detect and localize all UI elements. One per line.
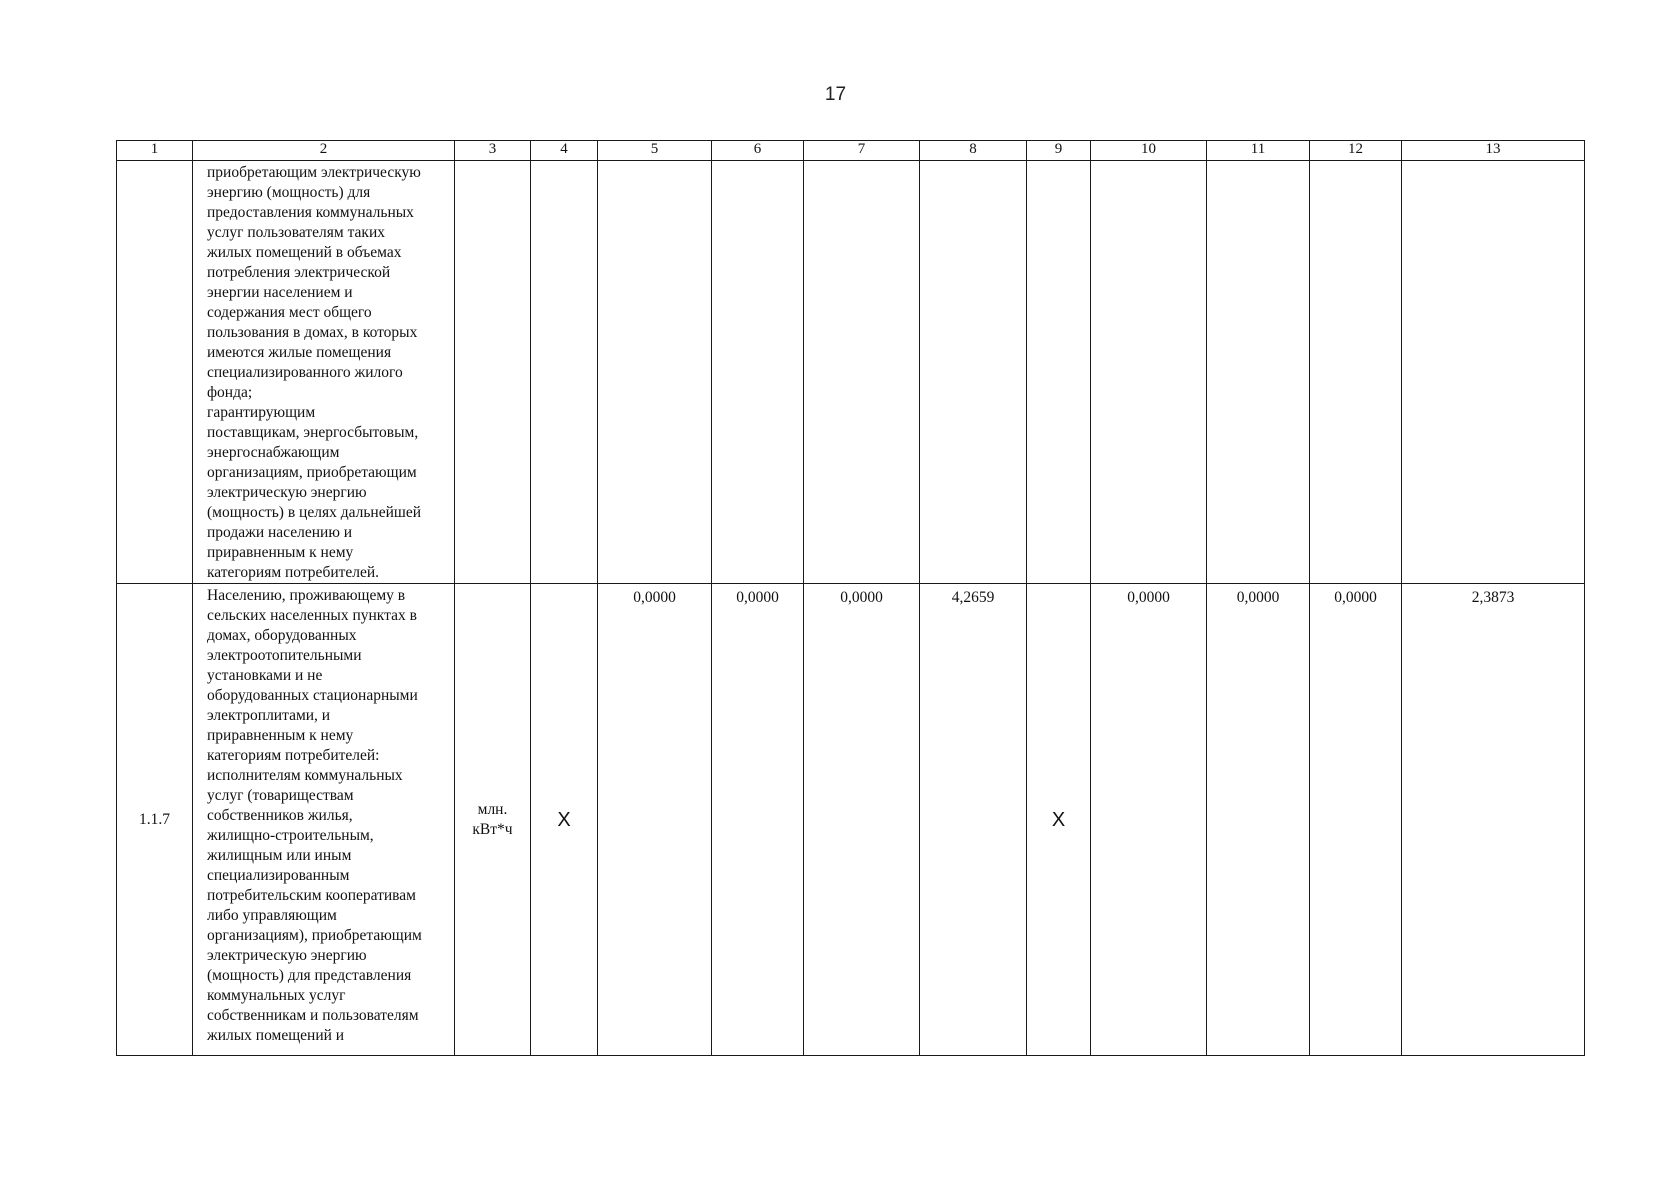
header-row [117,141,1585,161]
value-cell: 0,0000 [804,584,920,1056]
value-cell: 0,0000 [598,584,712,1056]
value-cell [1310,161,1402,584]
page-number: 17 [824,84,847,105]
description-cell: Населению, проживающему в сельских населенных пунктах в домах, оборудованных электроотопительными установками и не оборудованных стационарными электроплитами, и приравненным к нему категориям потребителей: исполнителям коммунальных услуг (товариществам собственников жилья, жилищно-строительным, жилищным или иным специализированным потребительским кооперативам либо управляющим организациям), приобретающим электрическую энергию (мощность) для представления коммунальных услуг собственникам и пользователям жилых помещений и [193,584,455,1056]
value-cell: 0,0000 [1310,584,1402,1056]
value-cell [1027,161,1091,584]
table-row [117,584,1585,1056]
value-cell [712,161,804,584]
value-cell [1207,161,1310,584]
header-cell: 11 [1207,141,1310,161]
header-cell: 7 [804,141,920,161]
value-cell: 0,0000 [712,584,804,1056]
value-cell [1402,161,1585,584]
header-cell: 3 [455,141,531,161]
header-cell: 13 [1402,141,1585,161]
header-cell: 2 [193,141,455,161]
value-cell [920,161,1027,584]
value-cell: 0,0000 [1091,584,1207,1056]
header-cell: 5 [598,141,712,161]
value-cell [598,161,712,584]
table-row [117,161,1585,584]
header-cell: 8 [920,141,1027,161]
header-cell: 10 [1091,141,1207,161]
value-cell [531,161,598,584]
not-applicable-mark: X [1027,584,1091,1056]
value-cell: 2,3873 [1402,584,1585,1056]
header-cell: 1 [117,141,193,161]
tariff-table [116,140,1585,1056]
header-cell: 6 [712,141,804,161]
row-number-cell: 1.1.7 [117,584,193,1056]
row-number-cell [117,161,193,584]
value-cell: 0,0000 [1207,584,1310,1056]
value-cell [804,161,920,584]
header-cell: 4 [531,141,598,161]
value-cell [1091,161,1207,584]
unit-label: млн. кВт*ч [472,800,513,838]
header-cell: 12 [1310,141,1402,161]
value-cell: 4,2659 [920,584,1027,1056]
unit-cell [455,161,531,584]
not-applicable-mark: X [531,584,598,1056]
description-cell: приобретающим электрическую энергию (мощность) для предоставления коммунальных услуг пользователям таких жилых помещений в объемах потребления электрической энергии населением и содержания мест общего пользования в домах, в которых имеются жилые помещения специализированного жилого фонда; гарантирующим поставщикам, энергосбытовым, энергоснабжающим организациям, приобретающим электрическую энергию (мощность) в целях дальнейшей продажи населению и приравненным к нему категориям потребителей. [193,161,455,584]
header-cell: 9 [1027,141,1091,161]
unit-cell [455,584,531,1056]
